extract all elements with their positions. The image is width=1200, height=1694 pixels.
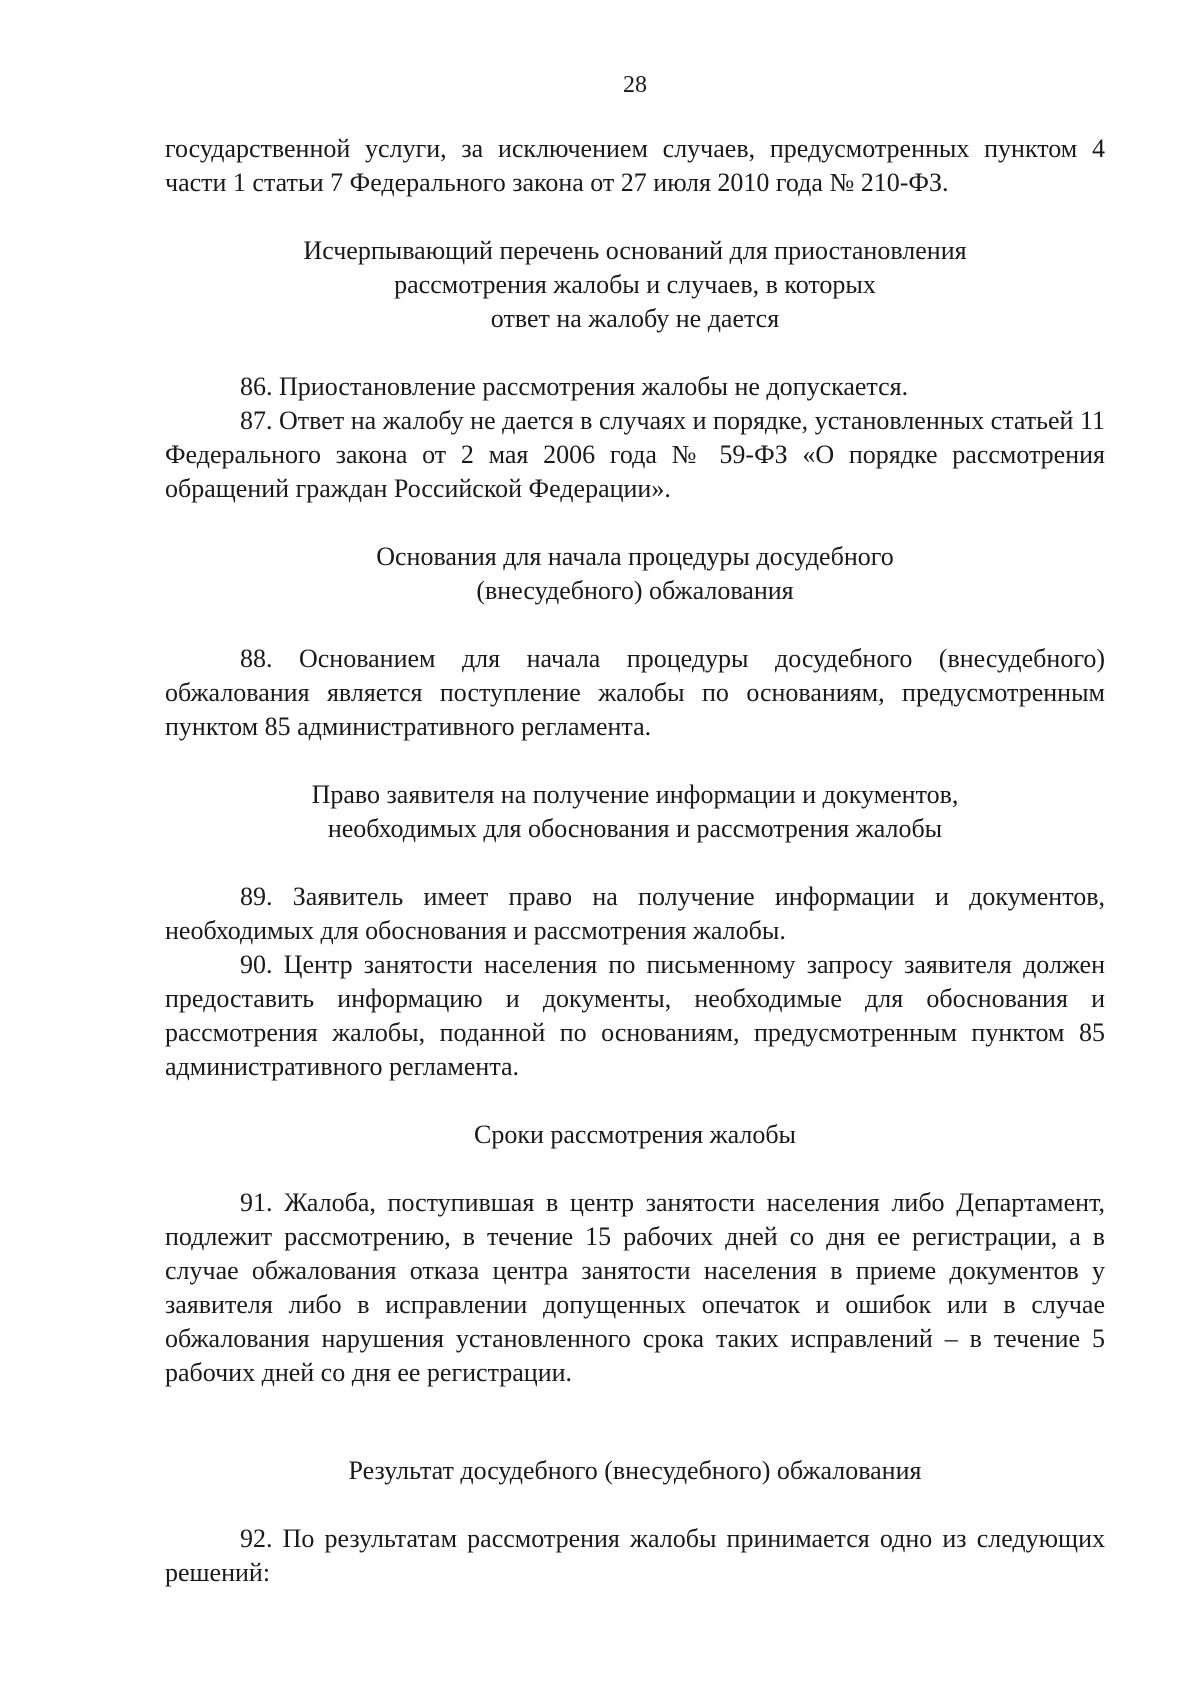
paragraph-88: 88. Основанием для начала процедуры досудебного (внесудебного) обжалования является поступление жалобы по основаниям, предусмотренным пунктом 85 административного регламента. bbox=[165, 644, 1105, 741]
paragraph-86: 86. Приостановление рассмотрения жалобы не допускается. bbox=[240, 372, 909, 401]
intro-paragraph: государственной услуги, за исключением случаев, предусмотренных пунктом 4 части 1 статьи 7 Федерального закона от 27 июля 2010 года № 210-ФЗ. bbox=[165, 134, 1105, 197]
paragraph-92: 92. По результатам рассмотрения жалобы принимается одно из следующих решений: bbox=[165, 1524, 1105, 1587]
heading-terms: Сроки рассмотрения жалобы bbox=[473, 1120, 797, 1149]
document-page bbox=[165, 70, 1105, 1590]
heading-suspension-line-1: Исчерпывающий перечень оснований для приостановления bbox=[303, 236, 967, 265]
paragraph-91: 91. Жалоба, поступившая в центр занятости населения либо Департамент, подлежит рассмотрению, в течение 15 рабочих дней со дня ее регистрации, а в случае обжалования отказа центра занятости населения в приеме документов у заявителя либо в исправлении допущенных опечаток и ошибок или в случае обжалования нарушения установленного срока таких исправлений – в течение 5 рабочих дней со дня ее регистрации. bbox=[165, 1188, 1105, 1387]
paragraph-90: 90. Центр занятости населения по письменному запросу заявителя должен предоставить информацию и документы, необходимые для обоснования и рассмотрения жалобы, поданной по основаниям, предусмотренным пунктом 85 административного регламента. bbox=[165, 950, 1105, 1081]
heading-result: Результат досудебного (внесудебного) обжалования bbox=[348, 1456, 922, 1485]
heading-grounds-line-1: Основания для начала процедуры досудебного bbox=[376, 542, 894, 571]
paragraph-89: 89. Заявитель имеет право на получение информации и документов, необходимых для обоснования и рассмотрения жалобы. bbox=[165, 882, 1105, 945]
page-number: 28 bbox=[623, 72, 647, 98]
heading-suspension-line-3: ответ на жалобу не дается bbox=[490, 304, 780, 333]
heading-right-line-1: Право заявителя на получение информации и документов, bbox=[311, 780, 959, 809]
heading-suspension-line-2: рассмотрения жалобы и случаев, в которых bbox=[394, 270, 876, 299]
heading-right-line-2: необходимых для обоснования и рассмотрения жалобы bbox=[327, 814, 943, 843]
paragraph-87: 87. Ответ на жалобу не дается в случаях и порядке, установленных статьей 11 Федерального закона от 2 мая 2006 года № 59-ФЗ «О порядке рассмотрения обращений граждан Российской Федерации». bbox=[165, 406, 1105, 503]
heading-grounds-line-2: (внесудебного) обжалования bbox=[476, 576, 794, 605]
